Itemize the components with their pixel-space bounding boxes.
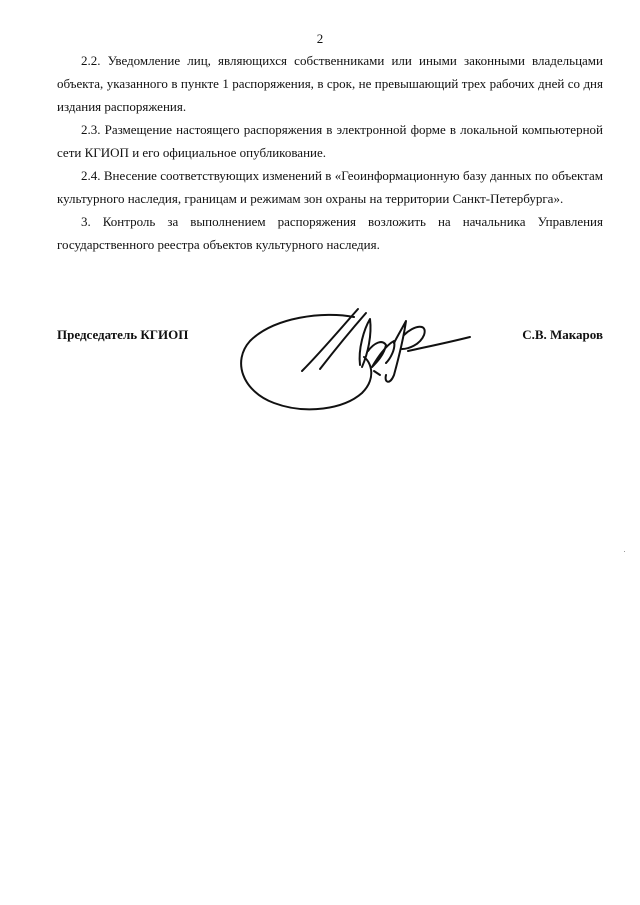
handwritten-signature	[234, 305, 474, 417]
paragraph-3: 3. Контроль за выполнением распоряжения возложить на начальника Управления государственного реестра объектов культурного наследия.	[57, 214, 603, 252]
paragraph-2-2: 2.2. Уведомление лиц, являющихся собственниками или иными законными владельцами объекта, указанного в пункте 1 распоряжения, в срок, не превышающий трех рабочих дней со дня издания распоряжения.	[57, 53, 603, 114]
signer-name: С.В. Макаров	[522, 327, 603, 342]
scan-speck	[624, 551, 625, 552]
document-body	[57, 49, 603, 256]
page-number: 2	[316, 31, 324, 46]
signer-title: Председатель КГИОП	[57, 327, 189, 342]
paragraph-2-3: 2.3. Размещение настоящего распоряжения в электронной форме в локальной компьютерной сети КГИОП и его официальное опубликование.	[57, 122, 603, 160]
paragraph-2-4: 2.4. Внесение соответствующих изменений в «Геоинформационную базу данных по объектам культурного наследия, границам и режимам зон охраны на территории Санкт-Петербурга».	[57, 168, 603, 206]
